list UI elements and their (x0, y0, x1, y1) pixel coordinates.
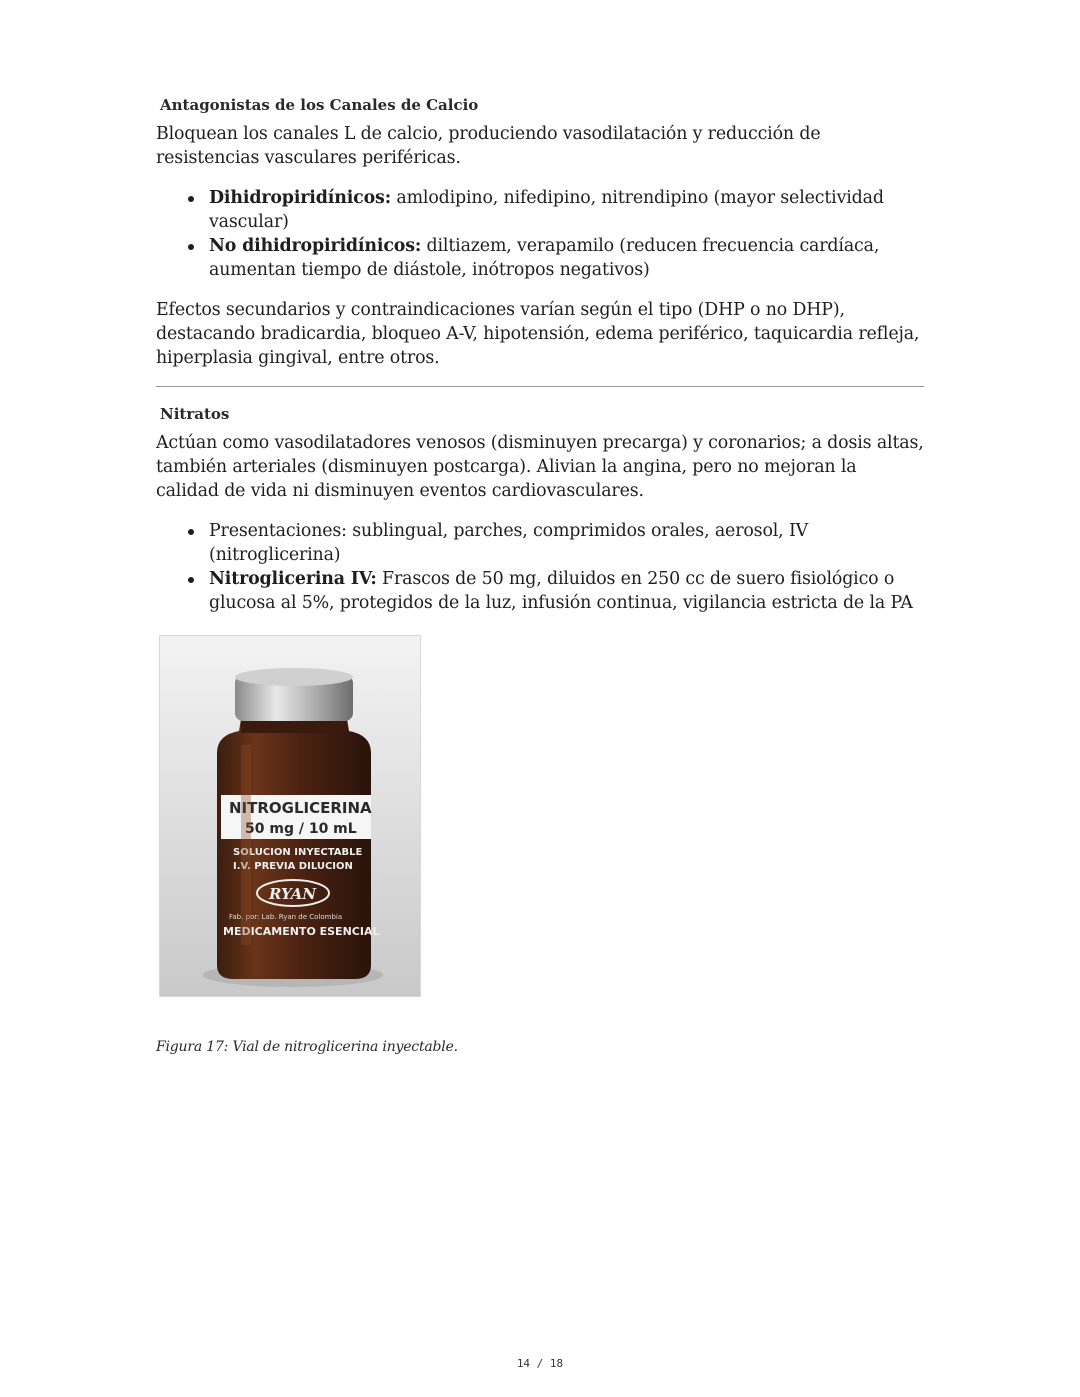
label-line1: NITROGLICERINA (229, 799, 372, 817)
list-item (156, 234, 924, 282)
label-line6: MEDICAMENTO ESENCIAL (223, 925, 380, 938)
bullet-dot (188, 196, 194, 202)
page-number: 14 / 18 (516, 1357, 564, 1370)
bullet-dot (188, 577, 194, 583)
bullet-dot (188, 244, 194, 250)
bullet-bold-term: Dihidropiridínicos: (209, 188, 391, 208)
brand-text: RYAN (269, 885, 317, 903)
bullet-bold-term: Nitroglicerina IV: (209, 569, 377, 589)
section-divider (156, 386, 924, 387)
calcium-intro-paragraph: Bloquean los canales L de calcio, produciendo vasodilatación y reducción de resistencias vasculares periféricas. (156, 124, 821, 168)
label-line4: I.V. PREVIA DILUCION (233, 861, 353, 872)
bullet-dot (188, 529, 194, 535)
list-item (156, 186, 924, 234)
bullet-bold-term: No dihidropiridínicos: (209, 236, 422, 256)
nitrates-bullet-list (156, 519, 924, 615)
section-title-calcium: Antagonistas de los Canales de Calcio (160, 96, 479, 114)
label-line5: Fab. por: Lab. Ryan de Colombia (229, 913, 343, 921)
calcium-outro-paragraph: Efectos secundarios y contraindicaciones varían según el tipo (DHP o no DHP), destacando bradicardia, bloqueo A-V, hipotensión, edema periférico, taquicardia refleja, hiperplasia gingival, entre otros. (156, 300, 920, 368)
nitrates-intro-paragraph: Actúan como vasodilatadores venosos (disminuyen precarga) y coronarios; a dosis altas, también arteriales (disminuyen postcarga). Alivian la angina, pero no mejoran la calidad de vida ni disminuyen eventos cardiovasculares. (156, 433, 924, 501)
calcium-bullet-list (156, 186, 924, 282)
bullet-text: Frascos de 50 mg, diluidos en 250 cc de suero fisiológico o glucosa al 5%, protegidos de la luz, infusión continua, vigilancia estricta de la PA (209, 569, 913, 613)
bullet-text: amlodipino, nifedipino, nitrendipino (mayor selectividad vascular) (209, 188, 884, 232)
document-page (156, 92, 924, 1055)
section-title-nitrates: Nitratos (160, 405, 230, 423)
figure-caption: Figura 17: Vial de nitroglicerina inyectable. (156, 1039, 458, 1055)
bullet-text: diltiazem, verapamilo (reducen frecuencia cardíaca, aumentan tiempo de diástole, inótropos negativos) (209, 236, 880, 280)
bullet-text: Presentaciones: sublingual, parches, comprimidos orales, aerosol, IV (nitroglicerina) (209, 521, 809, 565)
label-line3: SOLUCION INYECTABLE (233, 847, 363, 858)
vial-body (217, 707, 371, 979)
label-line2: 50 mg / 10 mL (245, 821, 357, 837)
list-item (156, 519, 924, 567)
list-item (156, 567, 924, 615)
nitroglycerin-vial-image (159, 635, 421, 997)
